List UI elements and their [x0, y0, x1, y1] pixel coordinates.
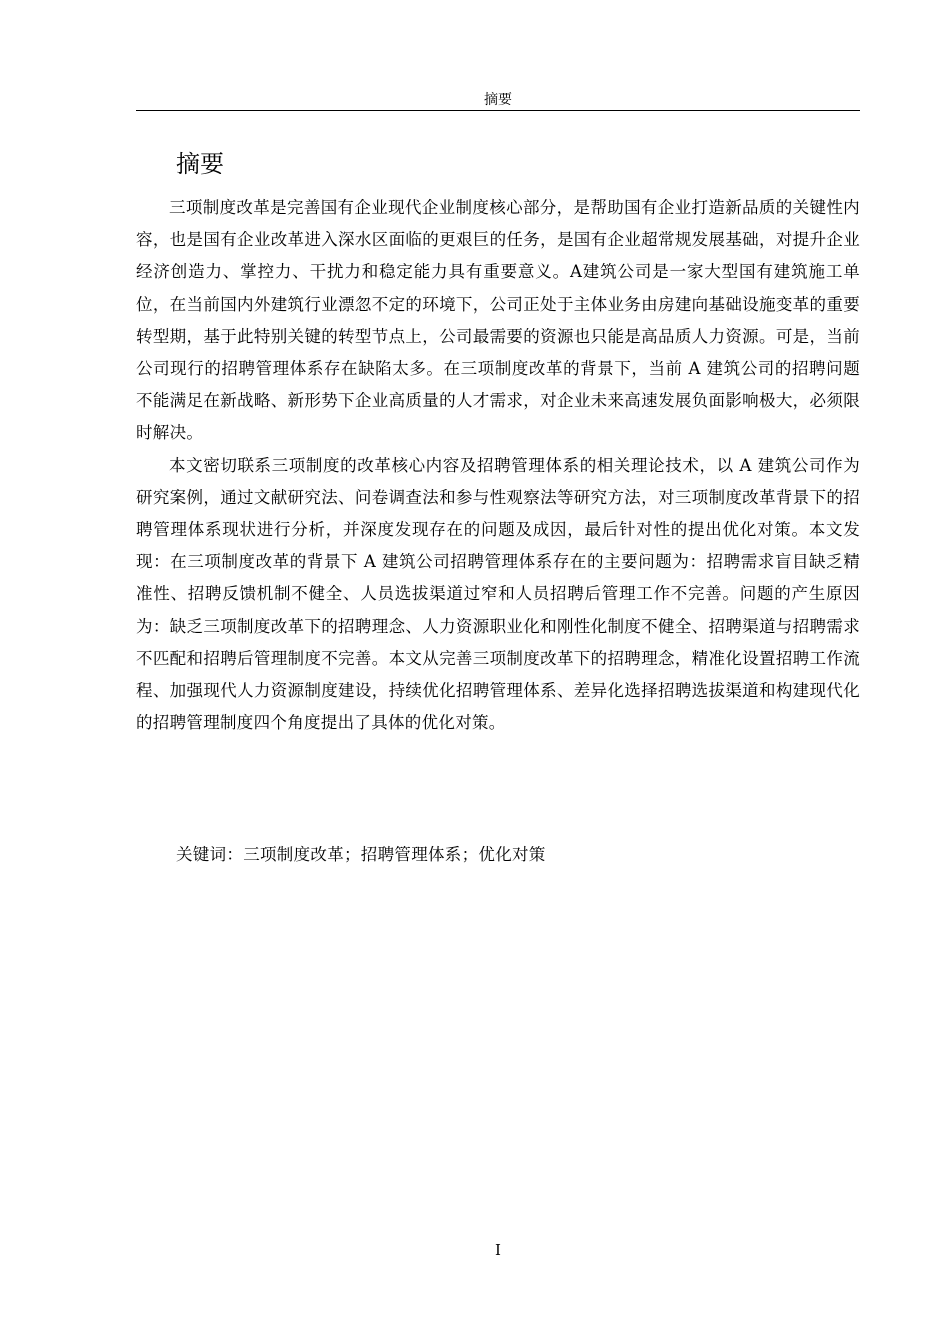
abstract-body	[136, 192, 860, 739]
keywords-line: 关键词：三项制度改革；招聘管理体系；优化对策	[176, 845, 546, 864]
page-number: I	[495, 1241, 501, 1259]
running-header: 摘要	[484, 92, 512, 108]
header-divider	[136, 110, 860, 111]
abstract-paragraph-2: 本文密切联系三项制度的改革核心内容及招聘管理体系的相关理论技术，以 A 建筑公司作为研究案例，通过文献研究法、问卷调查法和参与性观察法等研究方法，对三项制度改革背景下的招聘管理体系现状进行分析，并深度发现存在的问题及成因，最后针对性的提出优化对策。本文发现：在三项制度改革的背景下 A 建筑公司招聘管理体系存在的主要问题为：招聘需求盲目缺乏精准性、招聘反馈机制不健全、人员选拔渠道过窄和人员招聘后管理工作不完善。问题的产生原因为：缺乏三项制度改革下的招聘理念、人力资源职业化和刚性化制度不健全、招聘渠道与招聘需求不匹配和招聘后管理制度不完善。本文从完善三项制度改革下的招聘理念，精准化设置招聘工作流程、加强现代人力资源制度建设，持续优化招聘管理体系、差异化选择招聘选拔渠道和构建现代化的招聘管理制度四个角度提出了具体的优化对策。	[136, 455, 860, 733]
page-title: 摘要	[176, 150, 224, 178]
abstract-paragraph-1: 三项制度改革是完善国有企业现代企业制度核心部分，是帮助国有企业打造新品质的关键性内容，也是国有企业改革进入深水区面临的更艰巨的任务，是国有企业超常规发展基础，对提升企业经济创造力、掌控力、干扰力和稳定能力具有重要意义。A建筑公司是一家大型国有建筑施工单位，在当前国内外建筑行业漂忽不定的环境下，公司正处于主体业务由房建向基础设施变革的重要转型期，基于此特别关键的转型节点上，公司最需要的资源也只能是高品质人力资源。可是，当前公司现行的招聘管理体系存在缺陷太多。在三项制度改革的背景下，当前 A 建筑公司的招聘问题不能满足在新战略、新形势下企业高质量的人才需求，对企业未来高速发展负面影响极大，必须限时解决。	[136, 198, 860, 443]
